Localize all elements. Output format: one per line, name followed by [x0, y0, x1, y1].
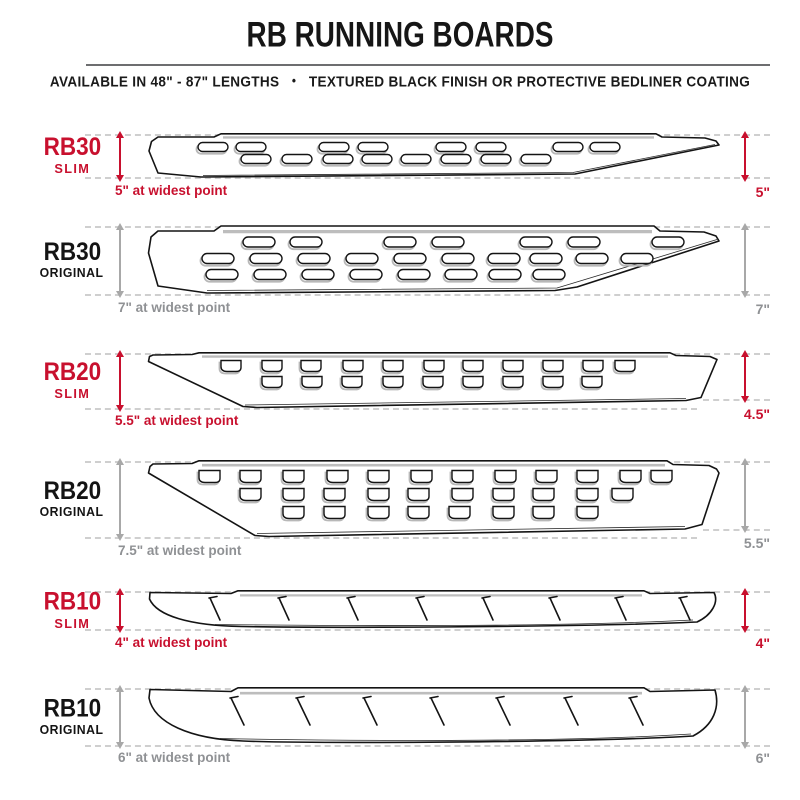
height-arrow-left: [119, 594, 121, 626]
variant-name: SLIM: [54, 160, 90, 177]
width-caption: 4" at widest point: [115, 635, 228, 650]
page-title: RB RUNNING BOARDS: [246, 14, 554, 55]
height-caption: 5.5": [743, 535, 770, 551]
width-caption: 7" at widest point: [118, 300, 231, 315]
variant-name: SLIM: [54, 385, 90, 402]
model-name: RB20: [43, 356, 101, 386]
board-illustration-rb10-slim: [145, 590, 722, 630]
label-rb10-slim: [18, 586, 126, 631]
label-rb20-original: [18, 461, 126, 537]
subtitle-lengths: AVAILABLE IN 48" - 87" LENGTHS: [49, 72, 280, 90]
height-arrow-left: [119, 137, 121, 175]
board-illustration-rb10-original: [145, 687, 722, 746]
label-rb30-slim: [18, 131, 126, 177]
variant-name: ORIGINAL: [40, 504, 104, 520]
height-caption: 5": [755, 184, 770, 200]
label-rb20-slim: [18, 353, 126, 408]
height-arrow-right: [744, 137, 746, 175]
variant-name: ORIGINAL: [40, 265, 104, 281]
variant-name: ORIGINAL: [40, 722, 104, 737]
height-caption: 7": [755, 301, 770, 317]
width-caption: 5" at widest point: [115, 183, 228, 198]
label-rb10-original: [18, 688, 126, 745]
height-arrow-left: [119, 356, 121, 405]
height-arrow-left: [119, 691, 121, 742]
title-divider: [86, 64, 770, 66]
model-name: RB30: [43, 236, 101, 266]
width-caption: 6" at widest point: [118, 750, 231, 765]
board-illustration-rb20-original: [145, 460, 722, 538]
height-caption: 6": [755, 750, 770, 766]
label-rb30-original: [18, 226, 126, 294]
model-name: RB10: [43, 586, 101, 615]
height-arrow-right: [744, 464, 746, 526]
model-name: RB20: [43, 475, 101, 505]
height-caption: 4.5": [743, 406, 770, 422]
variant-name: SLIM: [54, 615, 90, 631]
height-arrow-left: [119, 464, 121, 534]
board-illustration-rb20-slim: [145, 352, 722, 409]
width-caption: 5.5" at widest point: [115, 413, 239, 428]
height-arrow-right: [744, 691, 746, 742]
height-caption: 4": [755, 635, 770, 651]
board-illustration-rb30-slim: [145, 133, 722, 179]
height-arrow-right: [744, 594, 746, 626]
height-arrow-right: [744, 229, 746, 291]
height-arrow-right: [744, 356, 746, 396]
bullet-separator: •: [291, 73, 297, 89]
subtitle-finish: TEXTURED BLACK FINISH OR PROTECTIVE BEDLINER COATING: [308, 72, 751, 90]
model-name: RB30: [43, 131, 101, 161]
board-illustration-rb30-original: [145, 225, 722, 295]
width-caption: 7.5" at widest point: [118, 543, 242, 558]
height-arrow-left: [119, 229, 121, 291]
model-name: RB10: [43, 693, 101, 722]
subtitle: [12, 73, 788, 90]
